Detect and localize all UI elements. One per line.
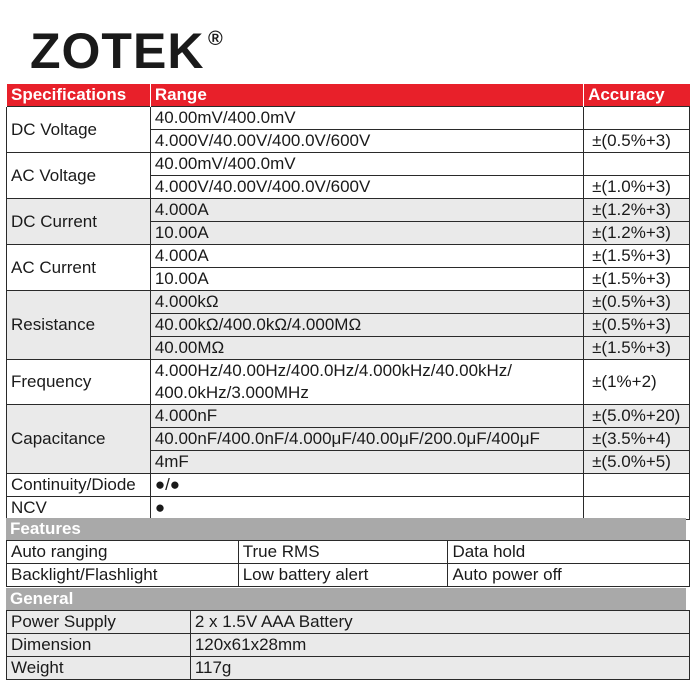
table-row	[7, 657, 690, 680]
range-cell: 40.00mV/400.0mV	[150, 153, 583, 176]
spec-header-row	[7, 84, 690, 107]
accuracy-cell	[584, 153, 690, 176]
ac-current-label: AC Current	[7, 245, 151, 291]
ac-voltage-label: AC Voltage	[7, 153, 151, 199]
accuracy-cell: ±(1.5%+3)	[584, 268, 690, 291]
accuracy-cell: ±(1.2%+3)	[584, 222, 690, 245]
specifications-table	[6, 84, 690, 520]
table-row	[7, 474, 690, 497]
accuracy-cell: ±(0.5%+3)	[584, 291, 690, 314]
range-cell: 4.000A	[150, 245, 583, 268]
feature-cell: Auto ranging	[7, 541, 239, 564]
dc-current-label: DC Current	[7, 199, 151, 245]
range-cell: 4.000nF	[150, 405, 583, 428]
table-row	[7, 405, 690, 428]
frequency-range-cell	[150, 360, 583, 405]
dimension-label: Dimension	[7, 634, 191, 657]
accuracy-cell: ±(1.0%+3)	[584, 176, 690, 199]
ncv-label: NCV	[7, 497, 151, 520]
general-header: General	[6, 588, 686, 610]
brand-logo	[30, 23, 223, 79]
table-row	[7, 360, 690, 405]
accuracy-cell	[584, 474, 690, 497]
accuracy-cell: ±(1.5%+3)	[584, 245, 690, 268]
table-row	[7, 541, 690, 564]
feature-cell: Low battery alert	[238, 564, 448, 587]
range-cell: 10.00A	[150, 222, 583, 245]
frequency-range-line-1: 4.000Hz/40.00Hz/400.0Hz/4.000kHz/40.00kHz/	[154, 361, 513, 380]
accuracy-cell	[584, 107, 690, 130]
range-cell: 4mF	[150, 451, 583, 474]
table-row	[7, 634, 690, 657]
feature-cell: Auto power off	[448, 564, 690, 587]
table-row	[7, 245, 690, 268]
range-cell: 40.00mV/400.0mV	[150, 107, 583, 130]
weight-value: 117g	[190, 657, 689, 680]
features-table	[6, 540, 690, 587]
range-cell: 10.00A	[150, 268, 583, 291]
dc-voltage-label: DC Voltage	[7, 107, 151, 153]
frequency-range-line-2: 400.0kHz/3.000MHz	[154, 383, 309, 402]
range-cell: 40.00kΩ/400.0kΩ/4.000MΩ	[150, 314, 583, 337]
accuracy-cell	[584, 497, 690, 520]
header-specifications: Specifications	[7, 84, 151, 107]
table-row	[7, 107, 690, 130]
table-row	[7, 497, 690, 520]
table-row	[7, 199, 690, 222]
general-table	[6, 610, 690, 680]
accuracy-cell: ±(1%+2)	[584, 360, 690, 405]
feature-cell: True RMS	[238, 541, 448, 564]
table-row	[7, 153, 690, 176]
table-row	[7, 564, 690, 587]
power-supply-value: 2 x 1.5V AAA Battery	[190, 611, 689, 634]
range-cell: 4.000V/40.00V/400.0V/600V	[150, 176, 583, 199]
features-header: Features	[6, 518, 686, 540]
accuracy-cell: ±(5.0%+20)	[584, 405, 690, 428]
range-cell: 4.000V/40.00V/400.0V/600V	[150, 130, 583, 153]
accuracy-cell: ±(5.0%+5)	[584, 451, 690, 474]
feature-cell: Data hold	[448, 541, 690, 564]
brand-name: ZOTEK	[30, 23, 205, 79]
ncv-range-cell: ●	[150, 497, 583, 520]
accuracy-cell: ±(0.5%+3)	[584, 130, 690, 153]
header-accuracy: Accuracy	[584, 84, 690, 107]
continuity-range-cell: ●/●	[150, 474, 583, 497]
accuracy-cell: ±(1.5%+3)	[584, 337, 690, 360]
weight-label: Weight	[7, 657, 191, 680]
table-row	[7, 291, 690, 314]
range-cell: 40.00nF/400.0nF/4.000μF/40.00μF/200.0μF/400μF	[150, 428, 583, 451]
range-cell: 4.000A	[150, 199, 583, 222]
accuracy-cell: ±(0.5%+3)	[584, 314, 690, 337]
power-supply-label: Power Supply	[7, 611, 191, 634]
capacitance-label: Capacitance	[7, 405, 151, 474]
resistance-label: Resistance	[7, 291, 151, 360]
frequency-label: Frequency	[7, 360, 151, 405]
range-cell: 4.000kΩ	[150, 291, 583, 314]
feature-cell: Backlight/Flashlight	[7, 564, 239, 587]
accuracy-cell: ±(1.2%+3)	[584, 199, 690, 222]
range-cell: 40.00MΩ	[150, 337, 583, 360]
table-row	[7, 611, 690, 634]
accuracy-cell: ±(3.5%+4)	[584, 428, 690, 451]
header-range: Range	[150, 84, 583, 107]
registered-mark: ®	[208, 28, 223, 50]
dimension-value: 120x61x28mm	[190, 634, 689, 657]
continuity-diode-label: Continuity/Diode	[7, 474, 151, 497]
